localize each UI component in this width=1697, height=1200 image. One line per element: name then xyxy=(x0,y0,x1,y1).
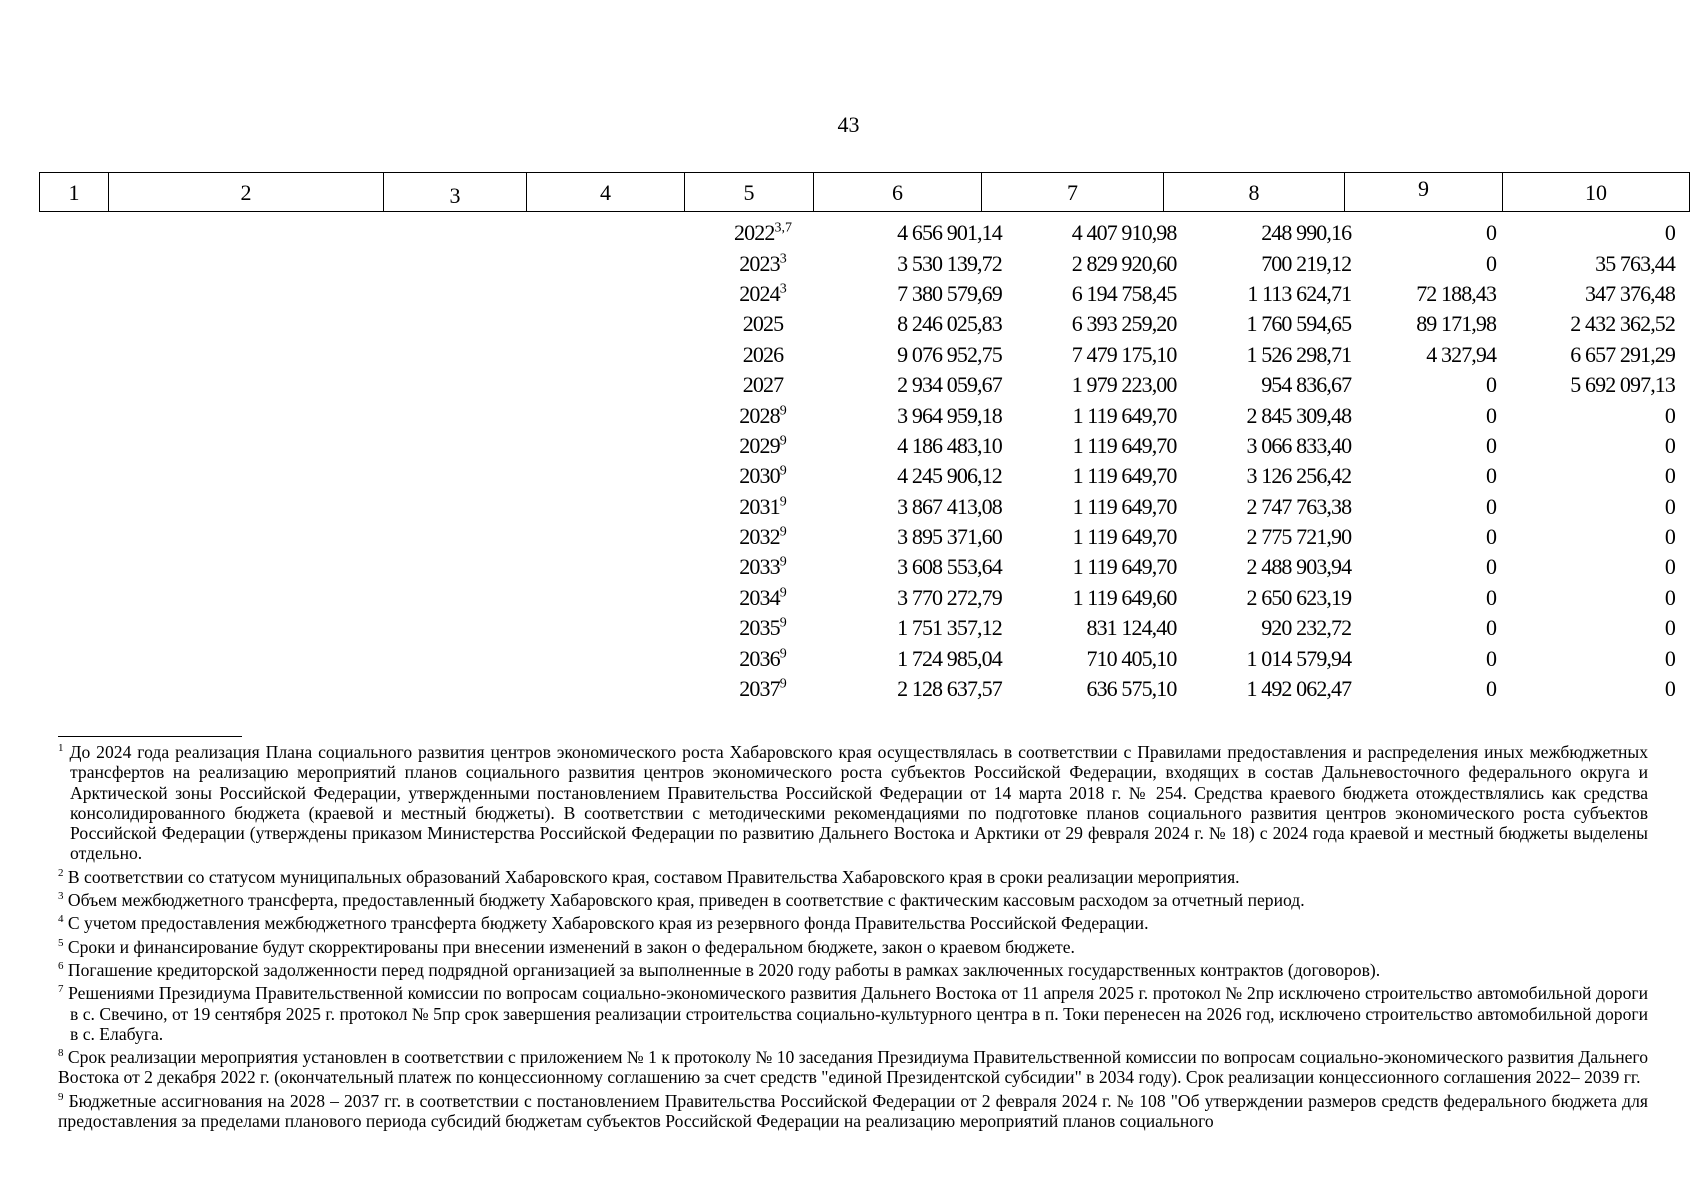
year-value: 2027 xyxy=(742,372,784,398)
cell-col-6: 9 076 952,75 xyxy=(897,341,1002,367)
cell-col-10: 0 xyxy=(1664,463,1675,489)
footnote-mark: 9 xyxy=(58,1090,64,1103)
cell-col-8: 2 845 309,48 xyxy=(1246,402,1352,428)
year-footnote-mark: 9 xyxy=(779,555,787,571)
table-row xyxy=(39,400,1689,430)
cell-col-10: 0 xyxy=(1664,402,1675,428)
footnote-text: Решениями Президиума Правительственной комиссии по вопросам социально-экономического развития Дальнего Востока от 11 апреля 2025 г. протокол № 2пр исключено строительство автомобильной дороги в с. Свечино, от 19 сентября 2025 г. протокол № 5пр срок завершения реализации строительства социально-культурного центра в п. Токи перенесен на 2026 год, исключено строительство автомобильной дороги в с. Елабуга. xyxy=(63,983,1648,1044)
year-value: 2036 xyxy=(739,645,780,671)
footnote xyxy=(58,867,1648,887)
year-value: 2033 xyxy=(739,554,780,580)
row-year xyxy=(684,220,842,246)
footnote-text: Объем межбюджетного трансферта, предоставленный бюджету Хабаровского края, приведен в соответствие с фактическим кассовым расходом за отчетный период. xyxy=(63,890,1305,911)
footnote-text: В соответствии со статусом муниципальных образований Хабаровского края, составом Правительства Хабаровского края в сроки реализации мероприятия. xyxy=(63,866,1240,887)
cell-col-6: 4 186 483,10 xyxy=(897,432,1002,458)
table-row xyxy=(39,340,1689,370)
cell-col-7: 831 124,40 xyxy=(1086,615,1177,641)
cell-col-9: 0 xyxy=(1486,402,1497,428)
row-year xyxy=(684,342,842,368)
year-footnote-mark: 9 xyxy=(779,676,787,692)
table-row xyxy=(39,492,1689,522)
cell-col-10: 347 376,48 xyxy=(1584,280,1675,306)
footnote-text: Срок реализации мероприятия установлен в соответствии с приложением № 1 к протоколу № 10 заседания Президиума Правительственной комиссии по вопросам социально-экономического развития Дальнего Востока от 2 декабря 2022 г. (окончательный платеж по концессионному соглашению за счет средств "единой Президентской субсидии" в 2034 году). Срок реализации концессионного соглашения 2022– 2039 гг. xyxy=(58,1047,1648,1088)
footnote xyxy=(58,937,1648,957)
cell-col-10: 35 763,44 xyxy=(1595,250,1675,276)
cell-col-10: 2 432 362,52 xyxy=(1570,311,1675,337)
footnote-mark: 1 xyxy=(58,742,64,755)
cell-col-7: 1 119 649,70 xyxy=(1072,402,1177,428)
cell-col-6: 3 895 371,60 xyxy=(897,524,1002,550)
year-value: 2029 xyxy=(739,432,780,458)
cell-col-6: 3 770 272,79 xyxy=(897,584,1002,610)
year-value: 2037 xyxy=(739,676,780,702)
year-value: 2026 xyxy=(742,341,784,367)
year-value: 2024 xyxy=(739,280,780,306)
cell-col-9: 0 xyxy=(1486,584,1497,610)
cell-col-6: 3 867 413,08 xyxy=(897,493,1002,519)
footnote-mark: 4 xyxy=(58,913,64,926)
cell-col-7: 1 119 649,70 xyxy=(1072,524,1177,550)
cell-col-10: 0 xyxy=(1664,645,1675,671)
footnote-mark: 8 xyxy=(58,1047,64,1060)
cell-col-6: 3 530 139,72 xyxy=(897,250,1002,276)
row-year xyxy=(684,311,842,337)
cell-col-10: 6 657 291,29 xyxy=(1570,341,1675,367)
footnote-text: Сроки и финансирование будут скорректированы при внесении изменений в закон о федеральном бюджете, закон о краевом бюджете. xyxy=(63,936,1075,957)
cell-col-6: 4 656 901,14 xyxy=(897,220,1002,246)
row-year xyxy=(684,615,842,641)
cell-col-8: 2 747 763,38 xyxy=(1246,493,1352,519)
cell-col-7: 710 405,10 xyxy=(1086,645,1177,671)
cell-col-10: 5 692 097,13 xyxy=(1570,372,1675,398)
cell-col-9: 0 xyxy=(1486,372,1497,398)
table-row xyxy=(39,583,1689,613)
year-value: 2023 xyxy=(739,250,780,276)
footnote-text: Бюджетные ассигнования на 2028 – 2037 гг. в соответствии с постановлением Правительства Российской Федерации от 2 февраля 2024 г. № 108 "Об утверждении размеров средств федерального бюджета для предоставления за пределами планового периода субсидий бюджетам субъектов Российской Федерации на реализацию мероприятий планов социального xyxy=(58,1090,1648,1132)
cell-col-7: 7 479 175,10 xyxy=(1071,341,1177,367)
footnote-mark: 3 xyxy=(58,890,64,903)
row-year xyxy=(684,403,842,429)
footnote xyxy=(58,742,1648,864)
cell-col-10: 0 xyxy=(1664,220,1675,246)
cell-col-8: 2 775 721,90 xyxy=(1246,524,1352,550)
cell-col-7: 6 393 259,20 xyxy=(1071,311,1177,337)
header-col-7: 7 xyxy=(982,173,1164,211)
cell-col-6: 3 608 553,64 xyxy=(897,554,1002,580)
footnote-text: До 2024 года реализация Плана социального развития центров экономического роста Хабаровского края осуществлялась в соответствии с Правилами предоставления и распределения иных межбюджетных трансфертов на реализацию мероприятий планов социального развития центров экономического роста субъектов Российской Федерации, входящих в состав Дальневосточного федерального округа и Арктической зоны Российской Федерации, утвержденными постановлением Правительства Российской Федерации от 14 марта 2018 г. № 254. Средства краевого бюджета отождествлялись как средства консолидированного бюджета (краевой и местный бюджеты). В соответствии с методическими рекомендациями по подготовке планов социального развития центров экономического роста субъектов Российской Федерации (утверждены приказом Министерства Российской Федерации по развитию Дальнего Востока и Арктики от 29 февраля 2024 г. № 18) с 2024 года краевой и местный бюджеты выделены отдельно. xyxy=(63,742,1648,864)
row-year xyxy=(684,494,842,520)
year-value: 2025 xyxy=(742,311,784,337)
cell-col-9: 0 xyxy=(1486,493,1497,519)
cell-col-8: 2 650 623,19 xyxy=(1246,584,1352,610)
table-row xyxy=(39,248,1689,278)
footnotes xyxy=(58,742,1648,1134)
cell-col-7: 1 119 649,70 xyxy=(1072,493,1177,519)
footnote-text: Погашение кредиторской задолженности перед подрядной организацией за выполненные в 2020 году работы в рамках заключенных государственных контрактов (договоров). xyxy=(63,959,1381,980)
cell-col-9: 0 xyxy=(1486,554,1497,580)
footnote-mark: 5 xyxy=(58,936,64,949)
cell-col-9: 0 xyxy=(1486,524,1497,550)
cell-col-10: 0 xyxy=(1664,432,1675,458)
row-year xyxy=(684,585,842,611)
cell-col-6: 3 964 959,18 xyxy=(897,402,1002,428)
cell-col-8: 2 488 903,94 xyxy=(1246,554,1352,580)
cell-col-7: 4 407 910,98 xyxy=(1071,220,1177,246)
footnote-divider xyxy=(58,736,242,737)
cell-col-8: 1 760 594,65 xyxy=(1246,311,1352,337)
cell-col-9: 0 xyxy=(1486,645,1497,671)
footnote xyxy=(58,983,1648,1044)
cell-col-8: 700 219,12 xyxy=(1261,250,1352,276)
footnote-text: С учетом предоставления межбюджетного трансферта бюджету Хабаровского края из резервного фонда Правительства Российской Федерации. xyxy=(63,913,1149,934)
year-footnote-mark: 9 xyxy=(779,646,787,662)
year-value: 2035 xyxy=(739,615,780,641)
cell-col-7: 1 119 649,70 xyxy=(1072,432,1177,458)
year-value: 2031 xyxy=(739,493,780,519)
header-col-1: 1 xyxy=(40,173,109,211)
header-col-6: 6 xyxy=(814,173,982,211)
cell-col-8: 920 232,72 xyxy=(1261,615,1352,641)
row-year xyxy=(684,281,842,307)
row-year xyxy=(684,524,842,550)
page-number: 43 xyxy=(837,112,860,137)
header-col-2: 2 xyxy=(109,173,384,211)
year-footnote-mark: 9 xyxy=(779,433,787,449)
year-value: 2028 xyxy=(739,402,780,428)
year-footnote-mark: 9 xyxy=(779,494,787,510)
cell-col-6: 2 128 637,57 xyxy=(897,676,1002,702)
table-row xyxy=(39,552,1689,582)
table-row xyxy=(39,643,1689,673)
footnote xyxy=(58,913,1648,933)
row-year xyxy=(684,554,842,580)
footnote-mark: 2 xyxy=(58,866,64,879)
year-value: 2032 xyxy=(739,524,780,550)
year-value: 2022 xyxy=(734,220,775,246)
footnote xyxy=(58,960,1648,980)
cell-col-8: 1 113 624,71 xyxy=(1247,280,1352,306)
year-footnote-mark: 9 xyxy=(779,585,787,601)
cell-col-9: 0 xyxy=(1486,463,1497,489)
cell-col-6: 4 245 906,12 xyxy=(897,463,1002,489)
cell-col-6: 8 246 025,83 xyxy=(897,311,1002,337)
cell-col-8: 954 836,67 xyxy=(1261,372,1352,398)
header-col-8: 8 xyxy=(1164,173,1345,211)
year-footnote-mark: 9 xyxy=(779,403,787,419)
cell-col-9: 0 xyxy=(1486,615,1497,641)
footnote-mark: 6 xyxy=(58,960,64,973)
row-year xyxy=(684,433,842,459)
cell-col-10: 0 xyxy=(1664,584,1675,610)
cell-col-9: 0 xyxy=(1486,250,1497,276)
footnote xyxy=(58,1091,1648,1132)
cell-col-8: 3 066 833,40 xyxy=(1246,432,1352,458)
table-row xyxy=(39,613,1689,643)
table-row xyxy=(39,279,1689,309)
table-row xyxy=(39,218,1689,248)
year-footnote-mark: 3 xyxy=(779,251,787,267)
cell-col-9: 72 188,43 xyxy=(1416,280,1497,306)
cell-col-8: 3 126 256,42 xyxy=(1246,463,1352,489)
cell-col-7: 2 829 920,60 xyxy=(1071,250,1177,276)
footnote-mark: 7 xyxy=(58,983,64,996)
year-footnote-mark: 9 xyxy=(779,524,787,540)
cell-col-9: 0 xyxy=(1486,220,1497,246)
table-body xyxy=(39,218,1689,704)
cell-col-10: 0 xyxy=(1664,554,1675,580)
footnote xyxy=(58,890,1648,910)
cell-col-9: 89 171,98 xyxy=(1416,311,1497,337)
cell-col-8: 248 990,16 xyxy=(1261,220,1352,246)
table-header-row xyxy=(39,172,1690,212)
cell-col-7: 1 119 649,70 xyxy=(1072,463,1177,489)
cell-col-7: 636 575,10 xyxy=(1086,676,1177,702)
row-year xyxy=(684,372,842,398)
year-footnote-mark: 3 xyxy=(779,281,787,297)
row-year xyxy=(684,646,842,672)
cell-col-7: 6 194 758,45 xyxy=(1071,280,1177,306)
table-row xyxy=(39,674,1689,704)
header-col-3: 3 xyxy=(384,173,527,211)
header-col-5: 5 xyxy=(685,173,814,211)
cell-col-10: 0 xyxy=(1664,524,1675,550)
year-value: 2034 xyxy=(739,584,780,610)
table-row xyxy=(39,522,1689,552)
cell-col-8: 1 492 062,47 xyxy=(1246,676,1352,702)
cell-col-6: 2 934 059,67 xyxy=(897,372,1002,398)
row-year xyxy=(684,676,842,702)
year-footnote-mark: 3,7 xyxy=(774,220,792,236)
year-footnote-mark: 9 xyxy=(779,463,787,479)
cell-col-6: 1 751 357,12 xyxy=(897,615,1002,641)
row-year xyxy=(684,463,842,489)
cell-col-8: 1 526 298,71 xyxy=(1246,341,1352,367)
cell-col-9: 0 xyxy=(1486,676,1497,702)
header-col-9: 9 xyxy=(1345,173,1503,211)
cell-col-9: 0 xyxy=(1486,432,1497,458)
year-value: 2030 xyxy=(739,463,780,489)
cell-col-6: 7 380 579,69 xyxy=(897,280,1002,306)
cell-col-9: 4 327,94 xyxy=(1426,341,1497,367)
header-col-10: 10 xyxy=(1503,173,1690,211)
table-row xyxy=(39,370,1689,400)
cell-col-7: 1 119 649,70 xyxy=(1072,554,1177,580)
row-year xyxy=(684,251,842,277)
cell-col-10: 0 xyxy=(1664,493,1675,519)
table-row xyxy=(39,431,1689,461)
cell-col-10: 0 xyxy=(1664,615,1675,641)
table-row xyxy=(39,461,1689,491)
year-footnote-mark: 9 xyxy=(779,615,787,631)
footnote xyxy=(58,1047,1648,1088)
cell-col-10: 0 xyxy=(1664,676,1675,702)
cell-col-7: 1 979 223,00 xyxy=(1071,372,1177,398)
table-row xyxy=(39,309,1689,339)
cell-col-8: 1 014 579,94 xyxy=(1246,645,1352,671)
header-col-4: 4 xyxy=(527,173,685,211)
cell-col-7: 1 119 649,60 xyxy=(1072,584,1177,610)
cell-col-6: 1 724 985,04 xyxy=(897,645,1002,671)
